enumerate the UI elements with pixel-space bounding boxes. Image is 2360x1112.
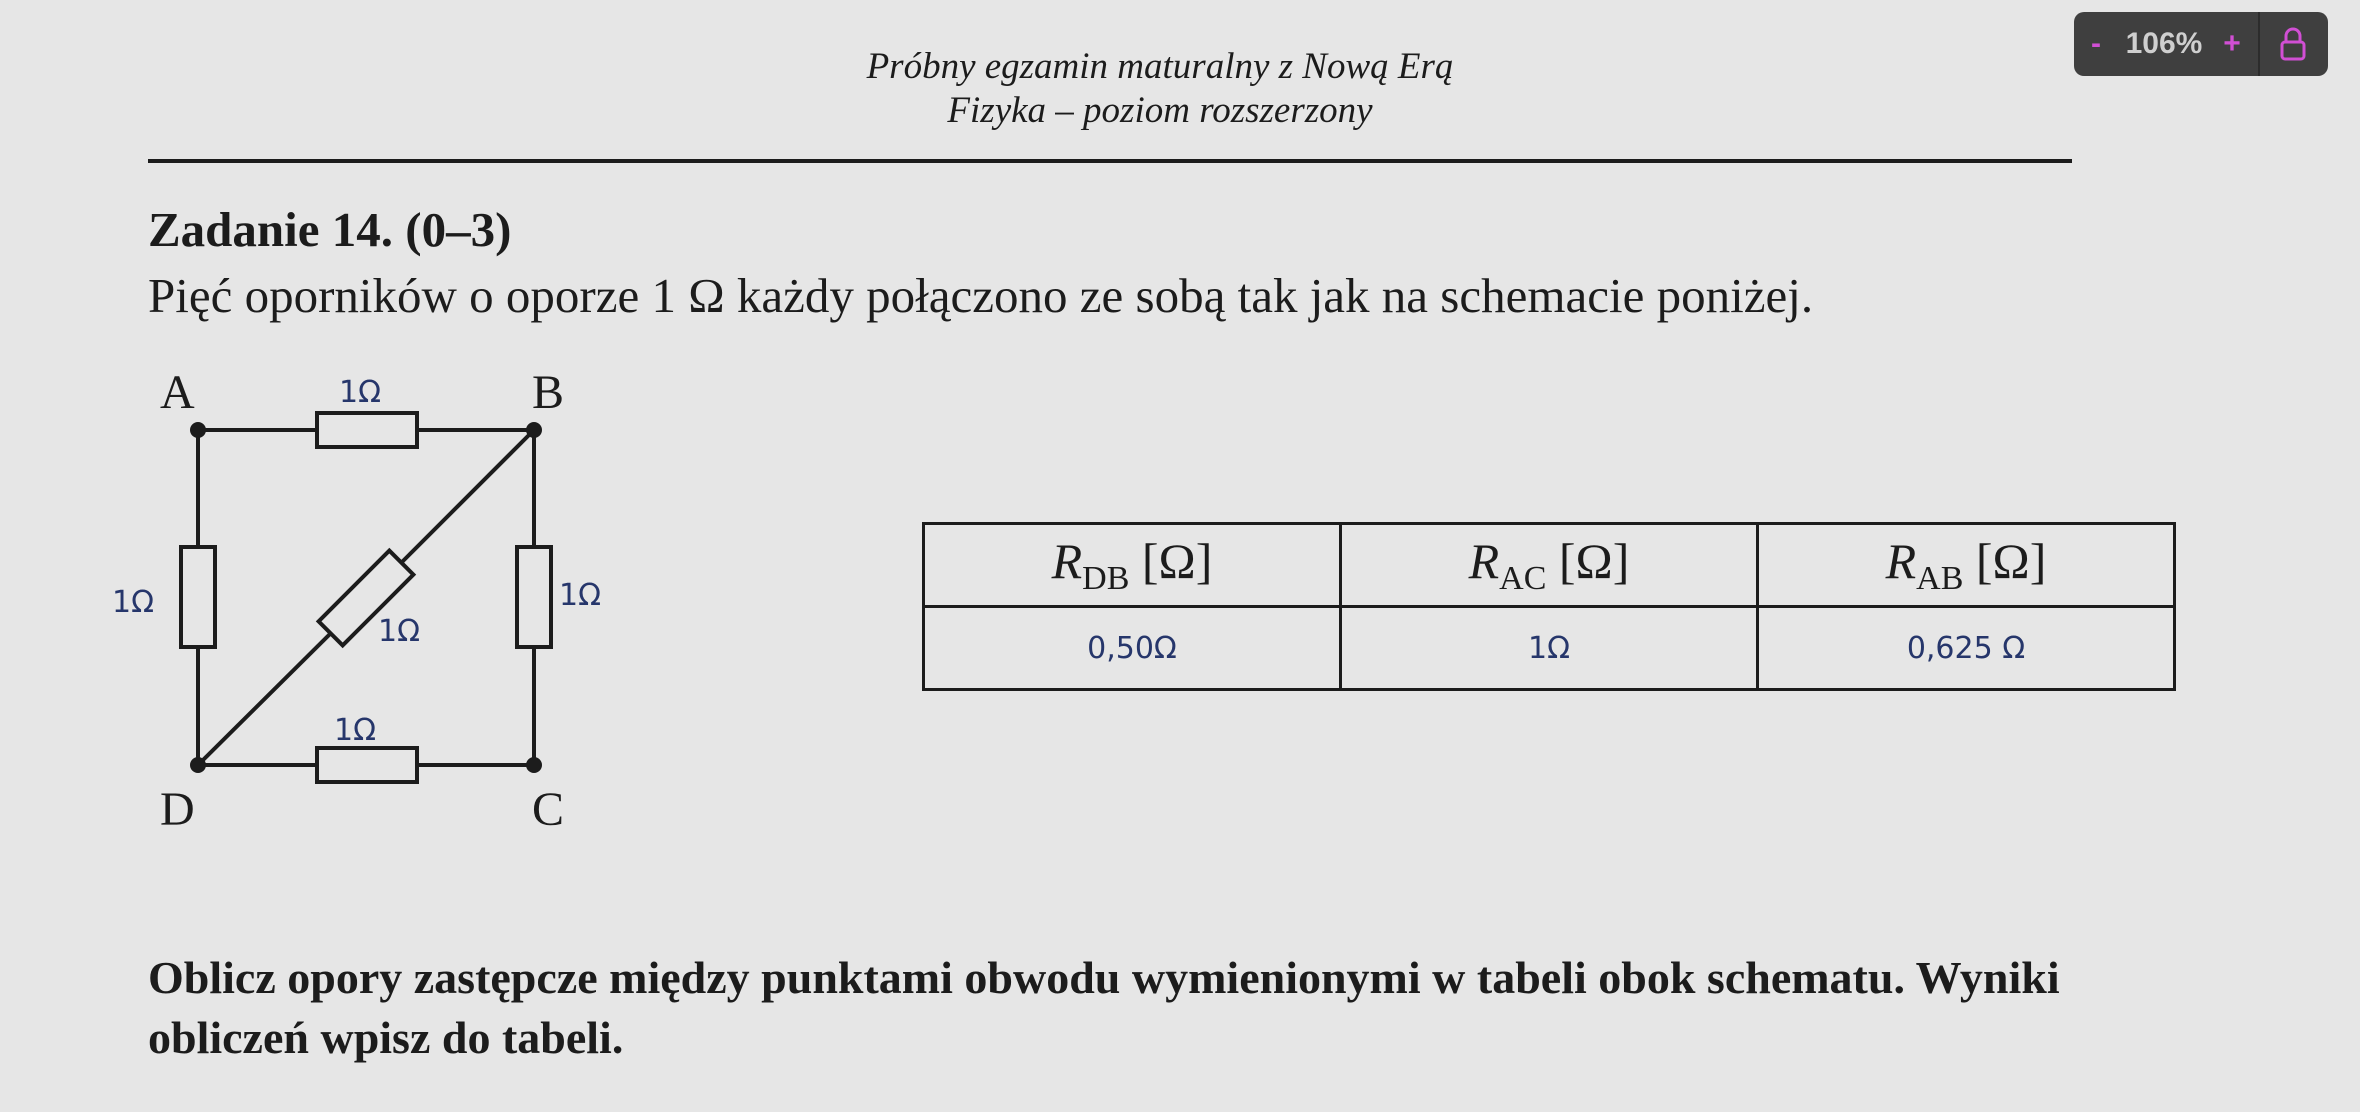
resistor-label-bottom: 1Ω (334, 713, 377, 748)
circuit-diagram (100, 355, 660, 855)
node-label-b: B (532, 366, 565, 419)
resistor-label-left: 1Ω (112, 585, 155, 620)
header-unit: [Ω] (1129, 533, 1213, 589)
header-subscript: DB (1082, 560, 1130, 597)
wire-diagonal-upper (401, 430, 534, 563)
page-header (0, 45, 2320, 133)
zoom-toolbar (2074, 12, 2328, 76)
table-header-cell (1341, 524, 1758, 607)
results-table (922, 522, 2176, 691)
node-label-d: D (160, 783, 195, 836)
resistor-top (317, 413, 417, 447)
answer-cell-rdb[interactable]: 0,50Ω (924, 607, 1341, 690)
resistor-right (517, 547, 551, 647)
zoom-in-button[interactable]: + (2223, 27, 2241, 60)
node-a-dot (190, 422, 206, 438)
node-d-dot (190, 757, 206, 773)
table-answer-row (924, 607, 2175, 690)
table-header-cell (924, 524, 1341, 607)
lock-button[interactable] (2260, 12, 2326, 76)
header-subscript: AC (1499, 560, 1547, 597)
header-divider (148, 159, 2072, 163)
zoom-out-button[interactable]: - (2091, 27, 2101, 60)
node-label-c: C (532, 783, 565, 836)
header-unit: [Ω] (1546, 533, 1630, 589)
node-b-dot (526, 422, 542, 438)
header-subscript: AB (1916, 560, 1964, 597)
table-header-cell (1758, 524, 2175, 607)
resistor-label-top: 1Ω (339, 375, 382, 410)
answer-cell-rab[interactable]: 0,625 Ω (1758, 607, 2175, 690)
zoom-level: 106% (2125, 27, 2203, 60)
header-exam-title: Próbny egzamin maturalny z Nową Erą (866, 46, 1454, 87)
header-unit: [Ω] (1963, 533, 2047, 589)
header-subject: Fizyka – poziom rozszerzony (947, 90, 1373, 131)
resistor-label-right: 1Ω (559, 578, 602, 613)
resistor-left (181, 547, 215, 647)
wire-diagonal-lower (198, 633, 331, 765)
answer-cell-rac[interactable]: 1Ω (1341, 607, 1758, 690)
task-title: Zadanie 14. (0–3) (148, 202, 512, 257)
resistor-label-diagonal: 1Ω (378, 614, 421, 649)
node-c-dot (526, 757, 542, 773)
node-label-a: A (160, 366, 195, 419)
header-symbol: R (1468, 533, 1500, 589)
resistor-bottom (317, 748, 417, 782)
table-header-row (924, 524, 2175, 607)
header-symbol: R (1885, 533, 1917, 589)
header-symbol: R (1051, 533, 1083, 589)
lock-icon (2279, 26, 2307, 62)
task-instruction: Oblicz opory zastępcze między punktami obwodu wymienionymi w tabeli obok schematu. Wyniki obliczeń wpisz do tabeli. (148, 952, 2060, 1063)
task-description: Pięć oporników o oporze 1 Ω każdy połączono ze sobą tak jak na schemacie poniżej. (148, 268, 1814, 323)
